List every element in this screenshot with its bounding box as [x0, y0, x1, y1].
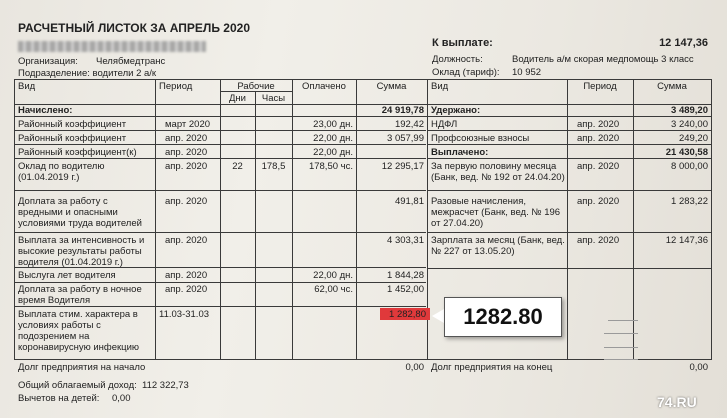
accrual-row-vid: Выплата за интенсивность и высокие результаты работы водителя (01.04.2019 г.): [18, 235, 145, 268]
debt-end-value: 0,00: [689, 362, 708, 373]
accrual-row-vid: Доплата за работу с вредными и опасными условиями труда водителей: [18, 196, 142, 229]
paid-total: 21 430,58: [665, 147, 708, 158]
accrual-row-period: апр. 2020: [165, 196, 208, 207]
paid-row-period: апр. 2020: [577, 196, 620, 207]
accrual-row-sum: 12 295,17: [381, 161, 424, 172]
withheld-row-sum: 249,20: [678, 133, 708, 144]
left-header-hours: Часы: [261, 93, 286, 104]
salary-value: 10 952: [512, 67, 542, 78]
left-header-vid: Вид: [18, 81, 36, 92]
salary-label: Оклад (тариф):: [432, 67, 500, 78]
accrual-row-paid: 22,00 дн.: [313, 270, 353, 281]
withheld-label: Удержано:: [431, 105, 481, 116]
accrual-row-days: 22: [232, 161, 243, 172]
accrual-row-vid: Районный коэффициент: [18, 133, 127, 144]
right-header-period: Период: [583, 81, 617, 92]
paid-row-sum: 12 147,36: [665, 235, 708, 246]
withheld-row-period: апр. 2020: [577, 119, 620, 130]
accrual-row-period: апр. 2020: [165, 270, 208, 281]
accrued-label: Начислено:: [18, 105, 73, 116]
accrual-row-vid: Оклад по водителю (01.04.2019 г.): [18, 161, 105, 183]
left-header-sum: Сумма: [376, 81, 407, 92]
right-header-sum: Сумма: [657, 81, 687, 92]
left-header-days: Дни: [229, 93, 246, 104]
taxable-income-value: 112 322,73: [142, 380, 189, 391]
bleed-through-marks: [560, 325, 640, 375]
withheld-row-period: апр. 2020: [577, 133, 620, 144]
accrual-row-sum: 1 844,28: [387, 270, 424, 281]
highlight-callout: 1282.80: [444, 297, 562, 337]
position-value: Водитель а/м скорая медпомощь 3 класс: [512, 54, 694, 65]
accrual-row-vid: Выслуга лет водителя: [18, 270, 116, 281]
accrual-row-period: 11.03-31.03: [159, 309, 210, 320]
pay-label: К выплате:: [432, 37, 493, 49]
left-header-working: Рабочие: [237, 81, 275, 92]
accrued-total: 24 919,78: [381, 105, 424, 116]
withheld-row-vid: НДФЛ: [431, 119, 458, 130]
child-deduction-label: Вычетов на детей:: [18, 393, 100, 404]
taxable-income-label: Общий облагаемый доход:: [18, 380, 137, 391]
paid-label: Выплачено:: [431, 147, 489, 158]
paid-row-vid: Зарплата за месяц (Банк, вед. № 227 от 13.05.20): [431, 235, 565, 257]
org-value: Челябмедтранс: [96, 56, 166, 67]
accrual-row-sum: 1 282,80: [389, 309, 426, 320]
accrual-row-paid: 22,00 дн.: [313, 147, 353, 158]
callout-arrow: [432, 309, 444, 323]
child-deduction-value: 0,00: [112, 393, 131, 404]
pay-value: 12 147,36: [659, 37, 708, 49]
payslip-title: РАСЧЕТНЫЙ ЛИСТОК ЗА АПРЕЛЬ 2020: [18, 21, 250, 35]
accrual-row-paid: 22,00 дн.: [313, 133, 353, 144]
accrual-row-hours: 178,5: [261, 161, 286, 172]
left-header-period: Период: [159, 81, 193, 92]
accrual-row-paid: 23,00 дн.: [313, 119, 353, 130]
redacted-name: [18, 41, 206, 52]
accrual-row-vid: Районный коэффициент(к): [18, 147, 137, 158]
accrual-row-sum: 192,42: [394, 119, 424, 130]
paid-row-vid: За первую половину месяца (Банк, вед. № 192 от 24.04.20): [431, 161, 565, 183]
accrual-row-sum: 3 057,99: [387, 133, 424, 144]
debt-end-label: Долг предприятия на конец: [431, 362, 553, 373]
withheld-total: 3 489,20: [671, 105, 708, 116]
right-header-vid: Вид: [431, 81, 449, 92]
withheld-row-vid: Профсоюзные взносы: [431, 133, 530, 144]
accrual-row-period: апр. 2020: [165, 147, 208, 158]
paid-row-vid: Разовые начисления, межрасчет (Банк, вед. № 196 от 27.04.20): [431, 196, 561, 229]
accrual-row-paid: 62,00 чс.: [314, 284, 353, 295]
org-label: Организация:: [18, 56, 78, 67]
paid-row-sum: 1 283,22: [671, 196, 708, 207]
accrual-row-sum: 1 452,00: [387, 284, 424, 295]
debt-start-label: Долг предприятия на начало: [18, 362, 146, 373]
withheld-row-sum: 3 240,00: [671, 119, 708, 130]
position-label: Должность:: [432, 54, 483, 65]
paid-row-period: апр. 2020: [577, 235, 620, 246]
paid-row-sum: 8 000,00: [671, 161, 708, 172]
debt-start-value: 0,00: [405, 362, 424, 373]
paid-row-period: апр. 2020: [577, 161, 620, 172]
accrual-row-sum: 4 303,31: [387, 235, 424, 246]
accrual-row-paid: 178,50 чс.: [308, 161, 353, 172]
accrual-row-period: апр. 2020: [165, 161, 208, 172]
accrual-row-sum: 491,81: [394, 196, 424, 207]
accrual-row-vid: Выплата стим. характера в условиях работы с подозрением на коронавирусную инфекцию: [18, 309, 140, 353]
left-header-paid: Оплачено: [302, 81, 346, 92]
accrual-row-period: апр. 2020: [165, 235, 208, 246]
accrual-row-vid: Районный коэффициент: [18, 119, 127, 130]
accrual-row-vid: Доплата за работу в ночное время Водителя: [18, 284, 142, 306]
accrual-row-period: март 2020: [165, 119, 211, 130]
accrual-row-period: апр. 2020: [165, 133, 208, 144]
accrual-row-period: апр. 2020: [165, 284, 208, 295]
dept-label: Подразделение: водители 2 а/к: [18, 68, 157, 79]
watermark-logo: 74.RU: [657, 394, 697, 410]
